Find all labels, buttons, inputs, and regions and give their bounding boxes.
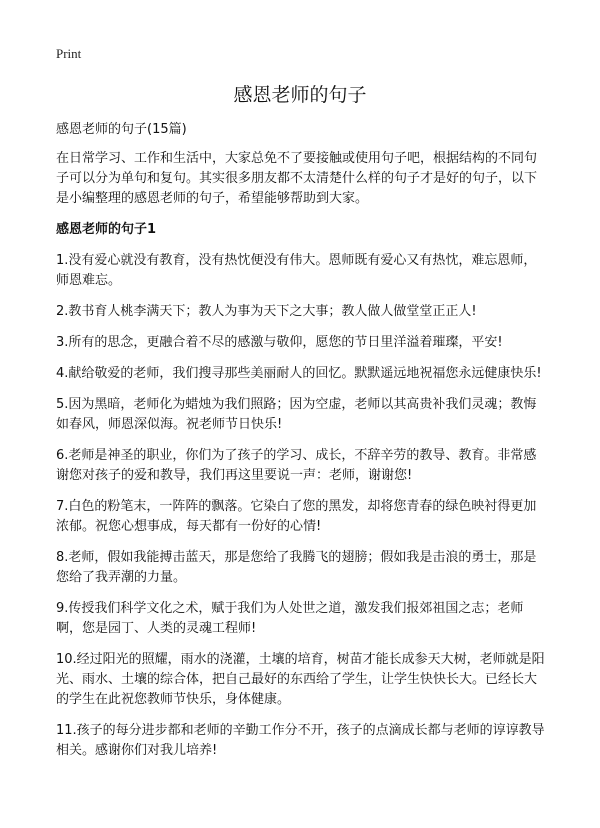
- quote-item-11: 11.孩子的每分进步都和老师的辛勤工作分不开，孩子的点滴成长都与老师的谆谆教导相关。感谢你们对我儿培养!: [56, 723, 545, 758]
- intro-paragraph: 在日常学习、工作和生活中，大家总免不了要接触或使用句子吧，根据结构的不同句子可以分为单句和复句。其实很多朋友都不太清楚什么样的句子才是好的句子，以下是小编整理的感恩老师的句子，希望能够帮助到大家。: [56, 151, 538, 206]
- quote-item-6: 6.老师是神圣的职业，你们为了孩子的学习、成长，不辞辛劳的教导、教育。非常感谢您对孩子的爱和教导，我们再这里要说一声：老师，谢谢您!: [56, 448, 537, 483]
- print-link[interactable]: Print: [56, 46, 82, 61]
- quote-item-8: 8.老师，假如我能搏击蓝天，那是您给了我腾飞的翅膀；假如我是击浪的勇士，那是您给了我弄潮的力量。: [56, 550, 537, 585]
- quote-item-5: 5.因为黑暗，老师化为蜡烛为我们照路；因为空虚，老师以其高贵补我们灵魂；教悔如春风，师恩深似海。祝老师节日快乐!: [56, 397, 537, 432]
- quote-item-10: 10.经过阳光的照耀，雨水的浇灌，土壤的培育，树苗才能长成参天大树，老师就是阳光、雨水、土壤的综合体，把自己最好的东西给了学生，让学生快快长大。已经长大的学生在此祝您教师节快乐，身体健康。: [56, 652, 545, 707]
- section-heading: 感恩老师的句子1: [56, 222, 157, 237]
- article-body: [56, 120, 548, 772]
- quote-item-1: 1.没有爱心就没有教育，没有热忱便没有伟大。恩师既有爱心又有热忱，难忘恩师，师恩难忘。: [56, 253, 537, 288]
- quote-item-7: 7.白色的粉笔末，一阵阵的飘落。它染白了您的黑发，却将您青春的绿色映衬得更加浓郁。祝您心想事成，每天都有一份好的心情!: [56, 499, 537, 534]
- page-title: 感恩老师的句子: [233, 84, 367, 106]
- quote-item-2: 2.教书育人桃李满天下；教人为事为天下之大事；教人做人做堂堂正正人!: [56, 304, 477, 319]
- quote-item-3: 3.所有的思念，更融合着不尽的感激与敬仰，愿您的节日里洋溢着璀璨，平安!: [56, 335, 503, 350]
- quote-item-4: 4.献给敬爱的老师，我们搜寻那些美丽耐人的回忆。默默遥远地祝福您永远健康快乐!: [56, 366, 542, 381]
- article-subtitle: 感恩老师的句子(15篇): [56, 122, 187, 137]
- quote-item-9: 9.传授我们科学文化之术，赋于我们为人处世之道，激发我们报郊祖国之志；老师啊，您是园丁、人类的灵魂工程师!: [56, 601, 524, 636]
